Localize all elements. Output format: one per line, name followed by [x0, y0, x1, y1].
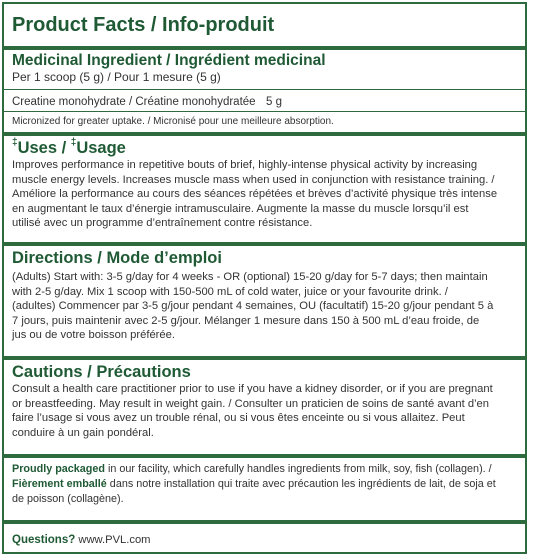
serving-divider [4, 89, 525, 90]
questions-section [4, 530, 525, 548]
packaged-fr-bold: Fièrement emballé [12, 478, 107, 490]
website-link[interactable]: www.PVL.com [75, 534, 151, 546]
packaged-en-bold: Proudly packaged [12, 463, 106, 475]
medicinal-section [4, 52, 525, 85]
cautions-text: Consult a health care practitioner prior to use if you have a kidney disorder, or if you are pregnant or breastfeeding. May result in weight gain. / Consulter un praticien de soins de santé avant d’en faire l’usage si vous avez un trouble rénal, ou si vous êtes enceinte ou si vous allaitez. Peut conduire à un gain pondéral. [12, 383, 493, 439]
product-facts-panel [2, 2, 527, 554]
cautions-section [4, 362, 525, 440]
panel-title: Product Facts / Info-produit [12, 14, 275, 36]
packaged-section [4, 462, 525, 507]
directions-divider [4, 356, 525, 360]
cautions-divider [4, 454, 525, 458]
directions-section [4, 248, 525, 343]
ingredient-row [4, 92, 525, 110]
ingredient-name: Creatine monohydrate / Créatine monohydratée [12, 96, 256, 108]
uses-section [4, 138, 525, 231]
medicinal-heading: Medicinal Ingredient / Ingrédient medicinal [12, 52, 326, 69]
uses-divider [4, 242, 525, 246]
uses-text: Improves performance in repetitive bouts of brief, highly-intense physical activity by increasing muscle energy levels. Increases muscle mass when used in conjunction with resistance training. / Améliore la performance au cours des séances répétées et brèves d’activité physique très intense en augmentant le taux d’énergie intramusculaire. Augmente la masse du muscle lorsqu’il est utilisé avec un programme d’entraînement contre résistance. [12, 159, 498, 230]
directions-text: (Adults) Start with: 3-5 g/day for 4 weeks - OR (optional) 15-20 g/day for 5-7 days; then maintain with 2-5 g/day. Mix 1 scoop with 150-500 mL of cold water, juice or your favourite drink. / (adultes) Commencer par 3-5 g/jour pendant 4 semaines, OU (facultatif) 15-20 g/jour pendant 5 à 7 jours, puis maintenir avec 2-5 g/jour. Mélanger 1 mesure dans 150 à 500 mL d’eau froide, de jus ou de votre boisson préférée. [12, 271, 494, 342]
medicinal-divider [4, 132, 525, 136]
serving-size: Per 1 scoop (5 g) / Pour 1 mesure (5 g) [12, 70, 221, 84]
cautions-heading: Cautions / Précautions [12, 363, 191, 381]
micronized-row [4, 115, 525, 128]
ingredient-divider [4, 111, 525, 112]
directions-heading: Directions / Mode d’emploi [12, 249, 222, 267]
packaged-text: Proudly packaged in our facility, which carefully handles ingredients from milk, soy, fish (collagen). / Fièrement emballé dans notre installation qui traite avec précaution les ingrédients de lait, de soja et de poisson (collagène). [12, 463, 496, 505]
questions-label: Questions? [12, 534, 76, 546]
title-section [4, 13, 525, 37]
ingredient-amount: 5 g [266, 96, 283, 108]
micronized-note: Micronized for greater uptake. / Micronisé pour une meilleure absorption. [12, 116, 334, 127]
packaged-divider [4, 520, 525, 524]
title-divider [4, 46, 525, 50]
uses-heading: ‡Uses / ‡Usage [12, 137, 126, 157]
